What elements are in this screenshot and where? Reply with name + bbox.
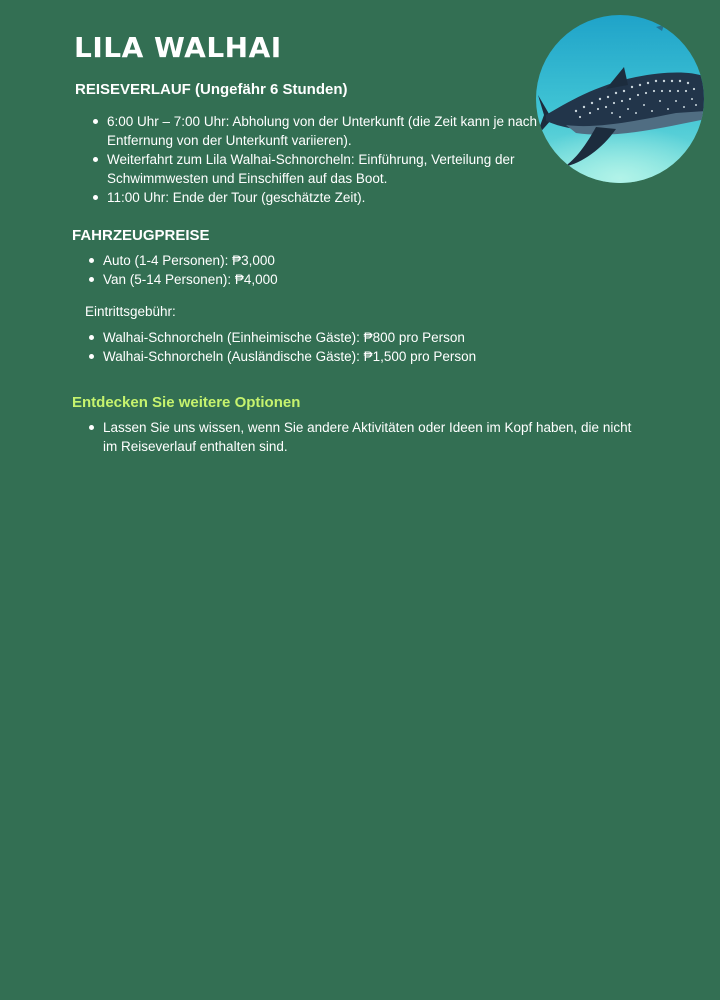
list-item: Auto (1-4 Personen): ₱3,000	[103, 251, 523, 270]
whale-shark-icon	[536, 15, 704, 183]
list-item: Lassen Sie uns wissen, wenn Sie andere Aktivitäten oder Ideen im Kopf haben, die nicht im Reiseverlauf enthalten sind.	[103, 418, 643, 456]
options-list	[103, 418, 643, 456]
list-item: 6:00 Uhr – 7:00 Uhr: Abholung von der Unterkunft (die Zeit kann je nach Entfernung von der Unterkunft variieren).	[107, 112, 547, 150]
vehicle-prices-heading: FAHRZEUGPREISE	[72, 227, 210, 244]
list-item: Walhai-Schnorcheln (Ausländische Gäste): ₱1,500 pro Person	[103, 347, 603, 366]
list-item: Weiterfahrt zum Lila Walhai-Schnorcheln: Einführung, Verteilung der Schwimmwesten und Einschiffen auf das Boot.	[107, 150, 547, 188]
itinerary-heading: REISEVERLAUF (Ungefähr 6 Stunden)	[75, 81, 348, 98]
page-title: LILA WALHAI	[74, 31, 282, 64]
itinerary-list	[107, 112, 547, 207]
entrance-fee-label: Eintrittsgebühr:	[85, 304, 176, 319]
list-item: Van (5-14 Personen): ₱4,000	[103, 270, 523, 289]
entrance-fee-list	[103, 328, 603, 366]
list-item: 11:00 Uhr: Ende der Tour (geschätzte Zeit).	[107, 188, 547, 207]
whale-shark-photo	[536, 15, 704, 183]
options-heading: Entdecken Sie weitere Optionen	[72, 394, 301, 411]
vehicle-price-list	[103, 251, 523, 289]
list-item: Walhai-Schnorcheln (Einheimische Gäste): ₱800 pro Person	[103, 328, 603, 347]
